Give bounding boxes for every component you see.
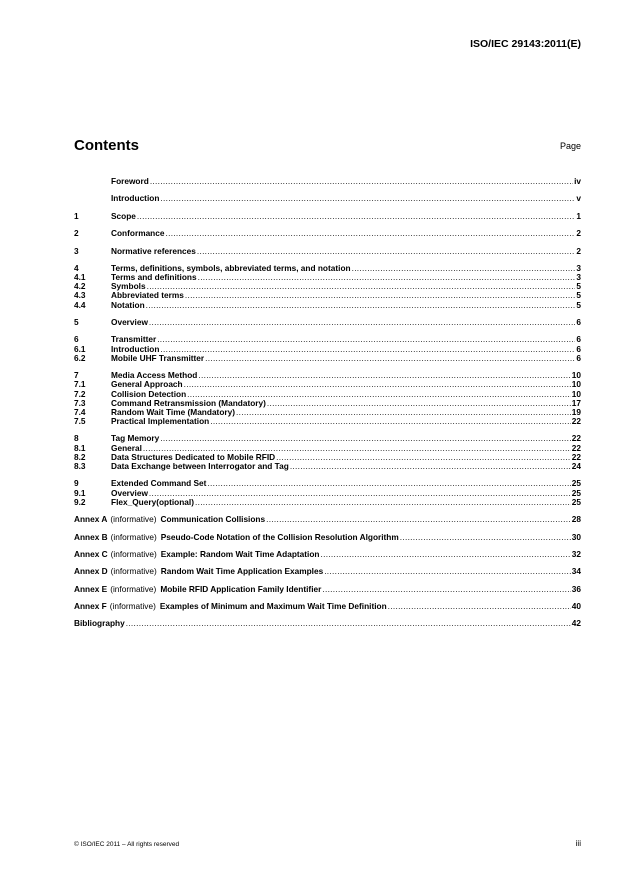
toc-entry-number: 7.1 (74, 379, 86, 390)
toc-entry[interactable] (74, 462, 581, 471)
toc-entry-number: 4.2 (74, 281, 86, 292)
toc-entry-number: 7.4 (74, 406, 86, 417)
toc-entry-title: Data Structures Dedicated to Mobile RFID (111, 451, 276, 462)
toc-entry-page: 6 (576, 334, 581, 345)
toc-entry-page: 25 (571, 487, 581, 498)
toc-dot-leader (324, 567, 571, 576)
toc-entry-number: 6 (74, 334, 79, 345)
toc-entry-title: Extended Command Set (111, 478, 207, 489)
toc-entry-page: iv (574, 176, 581, 186)
toc-dot-leader (267, 399, 571, 408)
toc-dot-leader (126, 619, 571, 628)
toc-entry-number: 4 (74, 262, 79, 273)
toc-dot-leader (266, 515, 571, 524)
toc-entry-page: 17 (571, 397, 581, 408)
footer-page-number: iii (575, 839, 581, 848)
toc-dot-leader (236, 408, 571, 417)
toc-dot-leader (207, 479, 570, 488)
toc-dot-leader (165, 229, 575, 238)
toc-entry-number: 3 (74, 245, 79, 256)
annex-informative-tag: (informative) (110, 548, 157, 559)
toc-entry-title: Introduction (111, 343, 160, 354)
toc-entry-title: Terms and definitions (111, 272, 197, 283)
toc-dot-leader (195, 498, 571, 507)
toc-entry[interactable] (74, 434, 581, 443)
toc-entry-title: Tag Memory (111, 433, 160, 444)
toc-dot-leader (185, 291, 576, 300)
toc-entry-page: 25 (571, 478, 581, 489)
toc-dot-leader (150, 177, 573, 186)
toc-entry-title: Flex_Query(optional) (111, 496, 194, 507)
toc-entry-title: Normative references (111, 245, 196, 256)
toc-entry-title: Overview (111, 317, 148, 327)
toc-entry[interactable] (74, 301, 581, 310)
toc-dot-leader (160, 194, 575, 203)
toc-entry-number: 9 (74, 478, 79, 489)
toc-dot-leader (205, 354, 575, 363)
toc-entry-number: 8 (74, 433, 79, 444)
toc-entry-number: 6.2 (74, 352, 86, 363)
toc-entry-title: Notation (111, 299, 145, 310)
annex-informative-tag: (informative) (110, 514, 157, 525)
toc-entry-title: Abbreviated terms (111, 290, 184, 301)
bibliography-page: 42 (571, 618, 581, 629)
toc-dot-leader (352, 264, 576, 273)
annex-page: 40 (571, 601, 581, 611)
toc-entry-page: 10 (571, 388, 581, 399)
toc-dot-leader (149, 489, 571, 498)
annex-label: Annex F (74, 601, 107, 611)
table-of-contents (74, 177, 581, 629)
annex-informative-tag: (informative) (109, 601, 156, 611)
toc-entry-page: 6 (576, 317, 581, 327)
toc-entry-number: 7.2 (74, 388, 86, 399)
toc-entry-page: 24 (571, 461, 581, 471)
annex-label: Annex C (74, 548, 108, 559)
toc-entry-title: Symbols (111, 281, 146, 292)
annex-label: Annex B (74, 531, 108, 542)
toc-dot-leader (197, 247, 576, 256)
toc-entry-title: Terms, definitions, symbols, abbreviated terms, and notation (111, 262, 351, 273)
toc-dot-leader (210, 417, 571, 426)
toc-annex-entry[interactable] (74, 550, 581, 559)
page-column-label: Page (559, 141, 581, 151)
document-code: ISO/IEC 29143:2011(E) (470, 38, 581, 50)
toc-entry-title: Random Wait Time (Mandatory) (111, 406, 235, 417)
toc-entry-number: 9.2 (74, 496, 86, 507)
toc-dot-leader (146, 301, 576, 310)
toc-entry-page: 22 (571, 416, 581, 427)
toc-entry-page: 6 (576, 343, 581, 354)
toc-entry[interactable] (74, 273, 581, 282)
toc-bibliography-entry[interactable] (74, 619, 581, 628)
toc-entry-page: 3 (576, 272, 581, 283)
toc-entry-title: General (111, 442, 142, 453)
annex-informative-tag: (informative) (110, 531, 157, 542)
annex-label: Annex E (74, 583, 108, 594)
toc-dot-leader (198, 371, 570, 380)
toc-entry-number: 8.3 (74, 461, 86, 471)
toc-entry-number: 9.1 (74, 487, 86, 498)
toc-entry-page: 19 (571, 406, 581, 417)
toc-entry-title: Conformance (111, 228, 165, 239)
toc-annex-entry[interactable] (74, 533, 581, 542)
toc-entry-page: 5 (576, 290, 581, 301)
toc-entry-title: Practical Implementation (111, 416, 210, 427)
toc-entry[interactable] (74, 212, 581, 221)
toc-entry-title: Mobile UHF Transmitter (111, 352, 205, 363)
toc-entry-title: Foreword (111, 176, 149, 186)
toc-entry[interactable] (74, 498, 581, 507)
annex-page: 28 (571, 514, 581, 525)
toc-dot-leader (276, 453, 571, 462)
toc-entry-page: 22 (571, 442, 581, 453)
toc-entry-number: 4.3 (74, 290, 86, 301)
toc-entry-page: 5 (576, 281, 581, 292)
toc-entry-page: 25 (571, 496, 581, 507)
toc-entry-title: Data Exchange between Interrogator and Tag (111, 461, 289, 471)
toc-entry-number: 1 (74, 210, 79, 221)
toc-entry-title: Media Access Method (111, 370, 198, 381)
annex-informative-tag: (informative) (110, 583, 157, 594)
toc-dot-leader (160, 345, 575, 354)
annex-page: 32 (571, 548, 581, 559)
contents-heading: Contents (74, 137, 139, 154)
toc-dot-leader (184, 380, 571, 389)
annex-informative-tag: (informative) (110, 566, 157, 577)
toc-annex-entry[interactable] (74, 602, 581, 611)
annex-title: Communication Collisions (160, 514, 266, 525)
toc-entry-page: v (576, 193, 581, 204)
toc-entry-title: General Approach (111, 379, 183, 390)
toc-dot-leader (147, 282, 576, 291)
toc-entry-number: 5 (74, 317, 79, 327)
annex-label: Annex D (74, 566, 108, 577)
toc-entry-title: Introduction (111, 193, 160, 204)
toc-entry-title: Overview (111, 487, 148, 498)
toc-dot-leader (198, 273, 576, 282)
footer-copyright: © ISO/IEC 2011 – All rights reserved (74, 841, 180, 848)
toc-annex-entry[interactable] (74, 567, 581, 576)
toc-entry-number: 8.2 (74, 451, 86, 462)
toc-entry-title: Transmitter (111, 334, 157, 345)
annex-page: 30 (571, 531, 581, 542)
toc-entry-title: Scope (111, 210, 136, 221)
toc-dot-leader (321, 550, 571, 559)
toc-entry-number: 7.5 (74, 416, 86, 427)
toc-entry-page: 1 (576, 210, 581, 221)
annex-title: Mobile RFID Application Family Identifier (160, 583, 322, 594)
toc-dot-leader (322, 585, 570, 594)
toc-entry-number: 2 (74, 228, 79, 239)
toc-entry[interactable] (74, 318, 581, 327)
toc-entry-page: 2 (576, 228, 581, 239)
toc-entry-number: 7 (74, 370, 79, 381)
toc-entry-number: 8.1 (74, 442, 86, 453)
toc-dot-leader (137, 212, 575, 221)
annex-title: Random Wait Time Application Examples (160, 566, 324, 577)
annex-title: Examples of Minimum and Maximum Wait Time Definition (159, 601, 387, 611)
toc-annex-entry[interactable] (74, 585, 581, 594)
bibliography-title: Bibliography (74, 618, 125, 629)
toc-entry-page: 22 (571, 433, 581, 444)
toc-entry[interactable] (74, 291, 581, 300)
toc-entry[interactable] (74, 417, 581, 426)
toc-entry-page: 5 (576, 299, 581, 310)
toc-entry-number: 4.1 (74, 272, 86, 283)
toc-entry-page: 10 (571, 370, 581, 381)
toc-entry-page: 3 (576, 262, 581, 273)
toc-entry[interactable] (74, 177, 581, 186)
toc-entry[interactable] (74, 354, 581, 363)
toc-entry-page: 22 (571, 451, 581, 462)
toc-entry[interactable] (74, 229, 581, 238)
toc-entry[interactable] (74, 194, 581, 203)
toc-entry-page: 6 (576, 352, 581, 363)
annex-title: Example: Random Wait Time Adaptation (160, 548, 320, 559)
toc-entry-number: 7.3 (74, 397, 86, 408)
toc-entry-title: Collision Detection (111, 388, 187, 399)
toc-dot-leader (400, 533, 571, 542)
toc-dot-leader (160, 434, 571, 443)
toc-dot-leader (157, 335, 575, 344)
toc-entry-number: 6.1 (74, 343, 86, 354)
annex-page: 36 (571, 583, 581, 594)
toc-dot-leader (290, 462, 571, 471)
toc-entry-number: 4.4 (74, 299, 86, 310)
toc-dot-leader (149, 318, 575, 327)
toc-entry[interactable] (74, 479, 581, 488)
annex-page: 34 (571, 566, 581, 577)
annex-label: Annex A (74, 514, 108, 525)
toc-dot-leader (388, 602, 571, 611)
annex-title: Pseudo-Code Notation of the Collision Resolution Algorithm (160, 531, 399, 542)
toc-entry-page: 10 (571, 379, 581, 390)
toc-entry-page: 2 (576, 245, 581, 256)
toc-entry-title: Command Retransmission (Mandatory) (111, 397, 266, 408)
toc-entry[interactable] (74, 247, 581, 256)
toc-annex-entry[interactable] (74, 515, 581, 524)
